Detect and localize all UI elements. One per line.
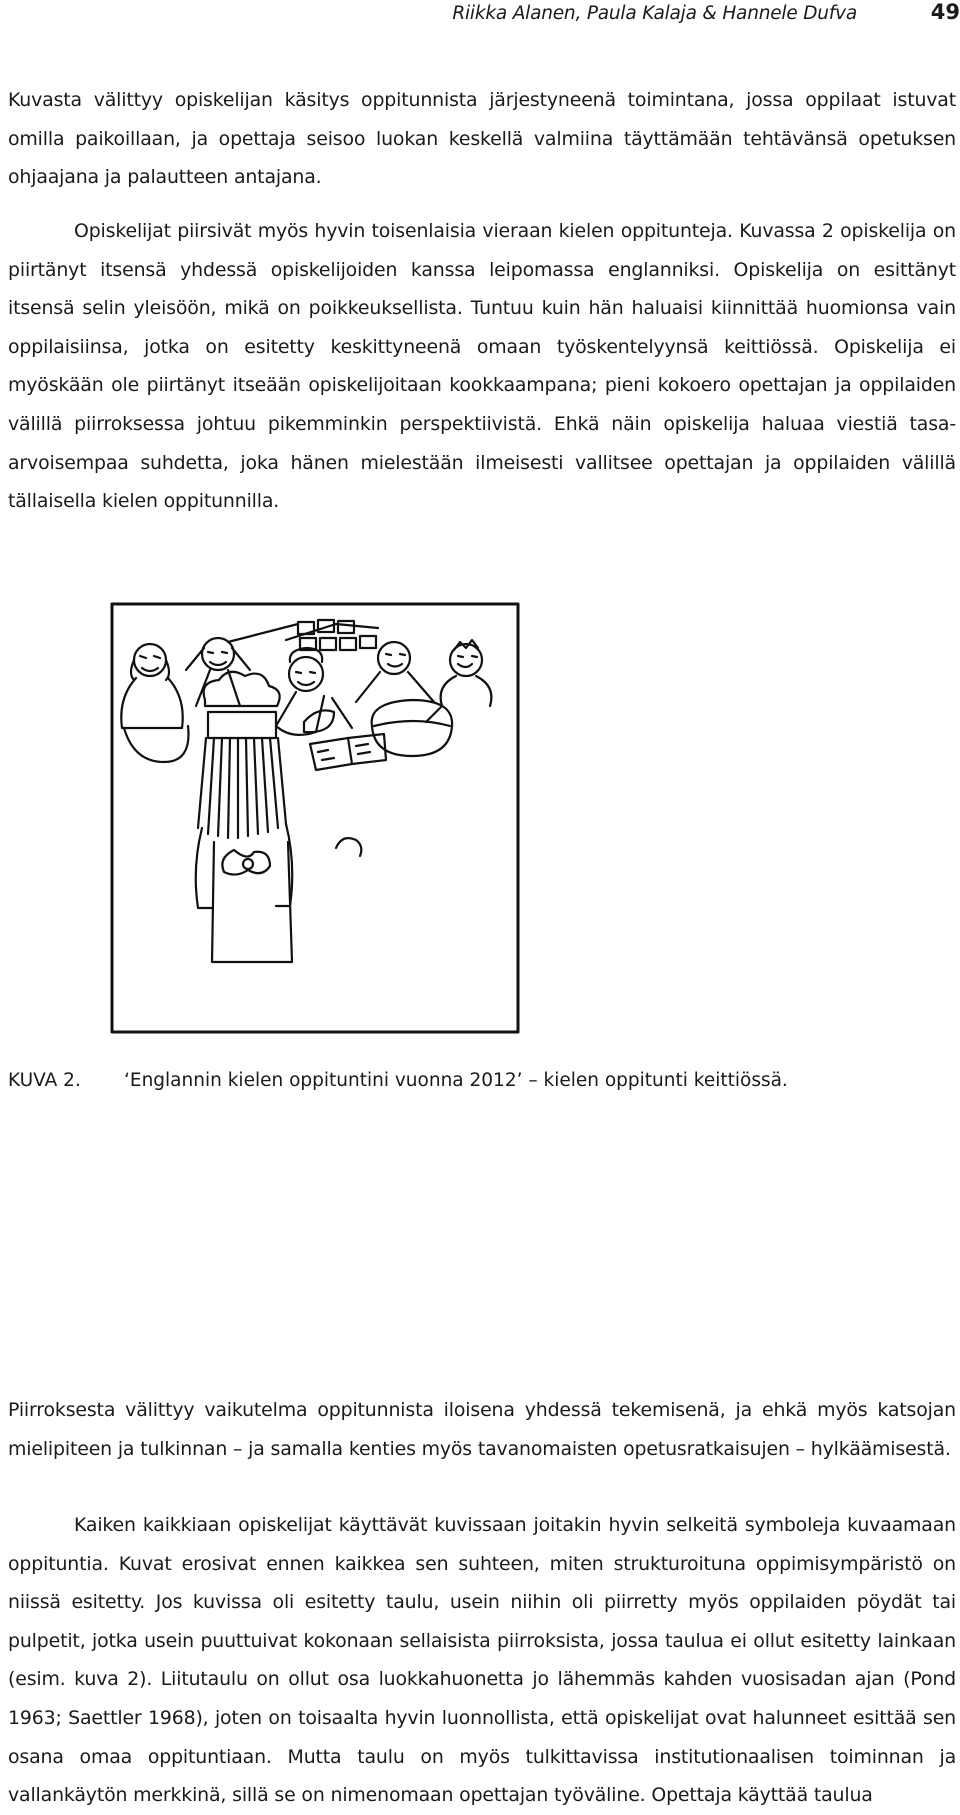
drawing-chef [196, 672, 293, 962]
caption-label: KUVA 2. [8, 1070, 81, 1091]
running-head: Riikka Alanen, Paula Kalaja & Hannele Dufva [452, 3, 857, 24]
paragraph-3: Piirroksesta välittyy vaikutelma oppitunnista iloisena yhdessä tekemisenä, ja ehkä myös katsojan mielipiteen ja tulkinnan – ja samalla kenties myös tavanomaisten opetusratkaisujen – hylkäämisestä. [8, 1399, 956, 1460]
page-header [0, 0, 960, 30]
page-number: 49 [930, 0, 960, 24]
kitchen-lesson-drawing [110, 602, 522, 1037]
caption-text: ‘Englannin kielen oppituntini vuonna 2012’ – kielen oppitunti keittiössä. [124, 1070, 788, 1091]
drawing-person-4 [356, 642, 434, 702]
drawing-person-5 [426, 640, 491, 722]
paragraph-2: Opiskelijat piirsivät myös hyvin toisenlaisia vieraan kielen oppitunteja. Kuvassa 2 opiskelija on piirtänyt itsensä yhdessä opiskelijoiden kanssa leipomassa englanniksi. Opiskelija on esittänyt itsensä selin yleisöön, mikä on poikkeuksellista. Tuntuu kuin hän haluaisi kiinnittää huomionsa vain oppilaisiinsa, jotka on esitetty keskittyneenä omaan työskentelyynsä keittiössä. Opiskelija ei myöskään ole piirtänyt itseään opiskelijoitaan kookkaampana; pieni kokoero opettajan ja oppilaiden välillä piirroksessa johtuu pikemminkin perspektiivistä. Ehkä näin opiskelija haluaa viestiä tasa-arvoisempaa suhdetta, joka hänen mielestään ilmeisesti vallitsee opettajan ja oppilaiden välillä tällaisella kielen oppitunnilla. [8, 220, 956, 513]
figure-drawing [110, 602, 522, 1037]
drawing-person-1 [121, 644, 188, 762]
paragraph-1: Kuvasta välittyy opiskelijan käsitys oppitunnista järjestyneenä toimintana, jossa oppilaat istuvat omilla paikoillaan, ja opettaja seisoo luokan keskellä valmiina täyttämään tehtävänsä opetuksen ohjaajana ja palautteen antajana. [8, 89, 956, 189]
drawing-small-arc [336, 838, 361, 856]
paragraph-4: Kaiken kaikkiaan opiskelijat käyttävät kuvissaan joitakin hyvin selkeitä symboleja kuvaamaan oppituntia. Kuvat erosivat ennen kaikkea sen suhteen, miten strukturoituna oppimisympäristö on niissä esitetty. Jos kuvissa oli esitetty taulu, usein niihin oli piirretty myös oppilaiden pöydät tai pulpetit, jotka usein puuttuivat kokonaan sellaisista piirroksista, jossa taulua ei ollut esitetty lainkaan (esim. kuva 2). Liitutaulu on ollut osa luokkahuonetta jo lähemmäs kahden vuosisadan ajan (Pond 1963; Saettler 1968), joten on toisaalta hyvin luonnollista, että opiskelijat ovat halunneet esittää sen osana omaa oppituntiaan. Mutta taulu on myös tulkittavissa institutionaalisen toiminnan ja vallankäytön merkkinä, sillä se on nimenomaan opettajan työväline. Opettaja käyttää taulua [8, 1514, 956, 1807]
drawing-board [286, 620, 378, 650]
drawing-frame [112, 604, 518, 1032]
drawing-person-3 [276, 648, 352, 735]
